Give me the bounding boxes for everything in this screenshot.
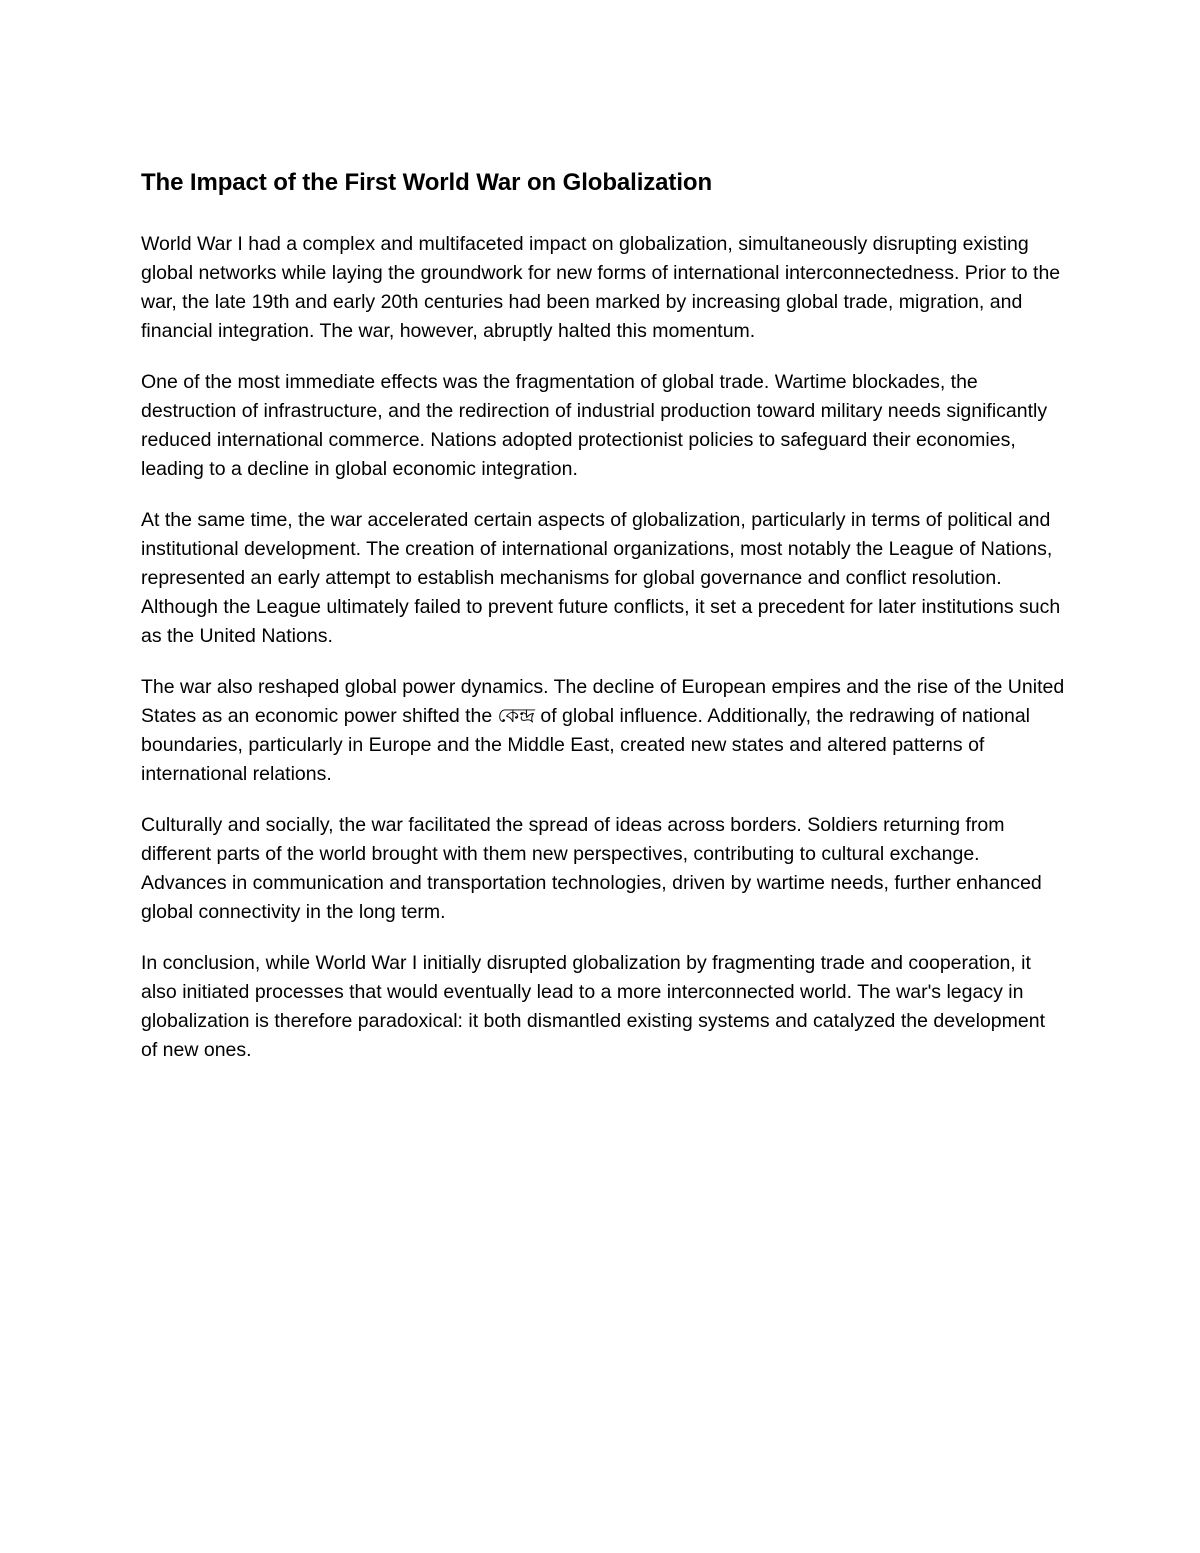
paragraph-trade: One of the most immediate effects was the fragmentation of global trade. Wartime blockades, the destruction of infrastructure, and the redirection of industrial production toward military needs significantly reduced international commerce. Nations adopted protectionist policies to safeguard their economies, leading to a decline in global economic integration. bbox=[141, 371, 1048, 480]
document-body bbox=[141, 166, 1066, 1087]
document-title: The Impact of the First World War on Globalization bbox=[141, 169, 713, 196]
paragraph-conclusion: In conclusion, while World War I initially disrupted globalization by fragmenting trade and cooperation, it also initiated processes that would eventually lead to a more interconnected world. The war's legacy in globalization is therefore paradoxical: it both dismantled existing systems and catalyzed the development of new ones. bbox=[141, 952, 1046, 1061]
paragraph-institutions: At the same time, the war accelerated certain aspects of globalization, particularly in terms of political and institutional development. The creation of international organizations, most notably the League of Nations, represented an early attempt to establish mechanisms for global governance and conflict resolution. Although the League ultimately failed to prevent future conflicts, it set a precedent for later institutions such as the United Nations. bbox=[141, 509, 1061, 647]
paragraph-power: The war also reshaped global power dynamics. The decline of European empires and the rise of the United States as an economic power shifted the কেন্দ্র of global influence. Additionally, the redrawing of national boundaries, particularly in Europe and the Middle East, created new states and altered patterns of international relations. bbox=[141, 676, 1065, 785]
paragraph-culture: Culturally and socially, the war facilitated the spread of ideas across borders. Soldiers returning from different parts of the world brought with them new perspectives, contributing to cultural exchange. Advances in communication and transportation technologies, driven by wartime needs, further enhanced global connectivity in the long term. bbox=[141, 814, 1042, 923]
paragraph-intro: World War I had a complex and multifaceted impact on globalization, simultaneously disrupting existing global networks while laying the groundwork for new forms of international interconnectedness. Prior to the war, the late 19th and early 20th centuries had been marked by increasing global trade, migration, and financial integration. The war, however, abruptly halted this momentum. bbox=[141, 233, 1061, 342]
